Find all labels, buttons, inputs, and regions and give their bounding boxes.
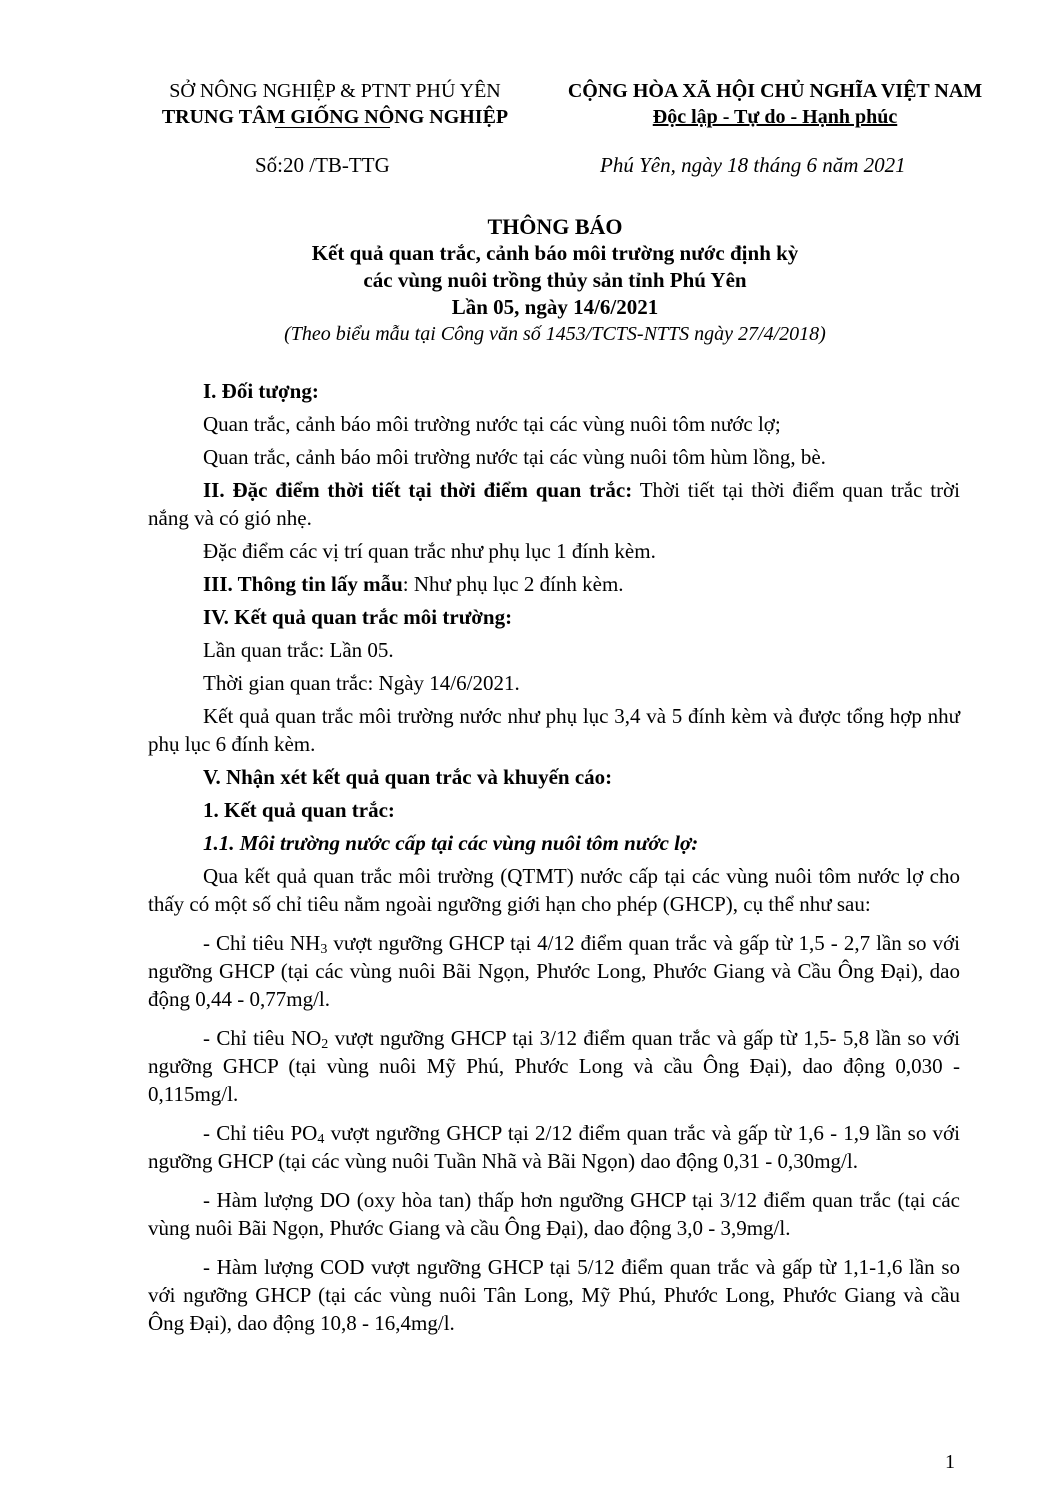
document-body	[148, 377, 960, 1348]
finding-no2-subscript: 2	[321, 1037, 329, 1052]
section-4-heading: IV. Kết quả quan trắc môi trường:	[203, 605, 513, 629]
section-4-para-2: Thời gian quan trắc: Ngày 14/6/2021.	[203, 671, 520, 695]
section-3-para	[148, 570, 960, 598]
national-motto-block	[545, 78, 1005, 130]
section-4-para-1: Lần quan trắc: Lần 05.	[203, 638, 394, 662]
finding-nh3-label: - Chỉ tiêu NH	[203, 931, 321, 955]
finding-nh3-subscript: 3	[320, 942, 328, 957]
title-line-3: Lần 05, ngày 14/6/2021	[451, 295, 659, 319]
section-5-subheading-1-1: 1.1. Môi trường nước cấp tại các vùng nuôi tôm nước lợ:	[203, 831, 699, 855]
finding-nh3-text: vượt ngưỡng GHCP tại 4/12 điểm quan trắc và gấp từ 1,5 - 2,7 lần so với ngưỡng GHCP (tại các vùng nuôi Bãi Ngọn, Phước Long, Phước Giang và Cầu Ông Đại), dao động 0,44 - 0,77mg/l.	[148, 931, 960, 1011]
section-1-heading: I. Đối tượng:	[203, 379, 319, 403]
header-divider	[275, 127, 390, 128]
title-line-2: các vùng nuôi trồng thủy sản tỉnh Phú Yên	[363, 268, 747, 292]
section-2-text: Thời tiết tại thời điểm quan trắc trời nắng và có gió nhẹ.	[148, 478, 960, 530]
section-4-para-3: Kết quả quan trắc môi trường nước như phụ lục 3,4 và 5 đính kèm và được tổng hợp như phụ lục 6 đính kèm.	[148, 704, 960, 756]
section-5-intro: Qua kết quả quan trắc môi trường (QTMT) nước cấp tại các vùng nuôi tôm nước lợ cho thấy có một số chỉ tiêu nằm ngoài ngưỡng giới hạn cho phép (GHCP), cụ thể như sau:	[148, 864, 960, 916]
section-2-para-2: Đặc điểm các vị trí quan trắc như phụ lục 1 đính kèm.	[203, 539, 656, 563]
finding-no2-label: - Chỉ tiêu NO	[203, 1026, 322, 1050]
issuer-block	[130, 78, 540, 130]
finding-po4-text: vượt ngưỡng GHCP tại 2/12 điểm quan trắc và gấp từ 1,6 - 1,9 lần so với ngưỡng GHCP (tại các vùng nuôi Tuần Nhã và Bãi Ngọn) dao động 0,31 - 0,30mg/l.	[148, 1121, 960, 1173]
issuer-center: TRUNG TÂM GIỐNG NÔNG NGHIỆP	[161, 106, 509, 128]
section-5-subheading-1: 1. Kết quả quan trắc:	[203, 798, 395, 822]
document-title: THÔNG BÁO	[487, 214, 623, 239]
national-title: CỘNG HÒA XÃ HỘI CHỦ NGHĨA VIỆT NAM	[567, 80, 983, 102]
title-line-1: Kết quả quan trắc, cảnh báo môi trường nước định kỳ	[311, 241, 799, 265]
issuer-department: SỞ NÔNG NGHIỆP & PTNT PHÚ YÊN	[169, 80, 501, 102]
place-date: Phú Yên, ngày 18 tháng 6 năm 2021	[600, 153, 906, 177]
section-2-heading: II. Đặc điểm thời tiết tại thời điểm quan trắc:	[203, 478, 633, 502]
finding-no2-text: vượt ngưỡng GHCP tại 3/12 điểm quan trắc và gấp từ 1,5- 5,8 lần so với ngưỡng GHCP (tại vùng nuôi Mỹ Phú, Phước Long và cầu Ông Đại), dao động 0,030 - 0,115mg/l.	[148, 1026, 960, 1106]
document-number: Số:20 /TB-TTG	[255, 153, 390, 177]
finding-po4-label: - Chỉ tiêu PO	[203, 1121, 318, 1145]
page-number: 1	[945, 1451, 955, 1473]
title-block	[175, 213, 935, 347]
finding-nh3	[148, 929, 960, 1013]
title-reference: (Theo biểu mẫu tại Công văn số 1453/TCTS-NTTS ngày 27/4/2018)	[284, 323, 826, 345]
finding-po4	[148, 1119, 960, 1175]
finding-po4-subscript: 4	[317, 1132, 325, 1147]
section-2-para	[148, 476, 960, 532]
section-3-text: : Như phụ lục 2 đính kèm.	[402, 572, 624, 596]
finding-cod: - Hàm lượng COD vượt ngưỡng GHCP tại 5/12 điểm quan trắc và gấp từ 1,1-1,6 lần so với ngưỡng GHCP (tại các vùng nuôi Tân Long, Mỹ Phú, Phước Long, Phước Giang và cầu Ông Đại), dao động 10,8 - 16,4mg/l.	[148, 1255, 960, 1335]
finding-no2	[148, 1024, 960, 1108]
section-1-para-1: Quan trắc, cảnh báo môi trường nước tại các vùng nuôi tôm nước lợ;	[203, 412, 781, 436]
section-1-para-2: Quan trắc, cảnh báo môi trường nước tại các vùng nuôi tôm hùm lồng, bè.	[203, 445, 826, 469]
finding-do: - Hàm lượng DO (oxy hòa tan) thấp hơn ngưỡng GHCP tại 3/12 điểm quan trắc (tại các vùng nuôi Bãi Ngọn, Phước Giang và cầu Ông Đại), dao động 3,0 - 3,9mg/l.	[148, 1188, 960, 1240]
section-5-heading: V. Nhận xét kết quả quan trắc và khuyến cáo:	[203, 765, 613, 789]
national-motto: Độc lập - Tự do - Hạnh phúc	[652, 106, 898, 128]
section-3-heading: III. Thông tin lấy mẫu	[203, 572, 403, 596]
